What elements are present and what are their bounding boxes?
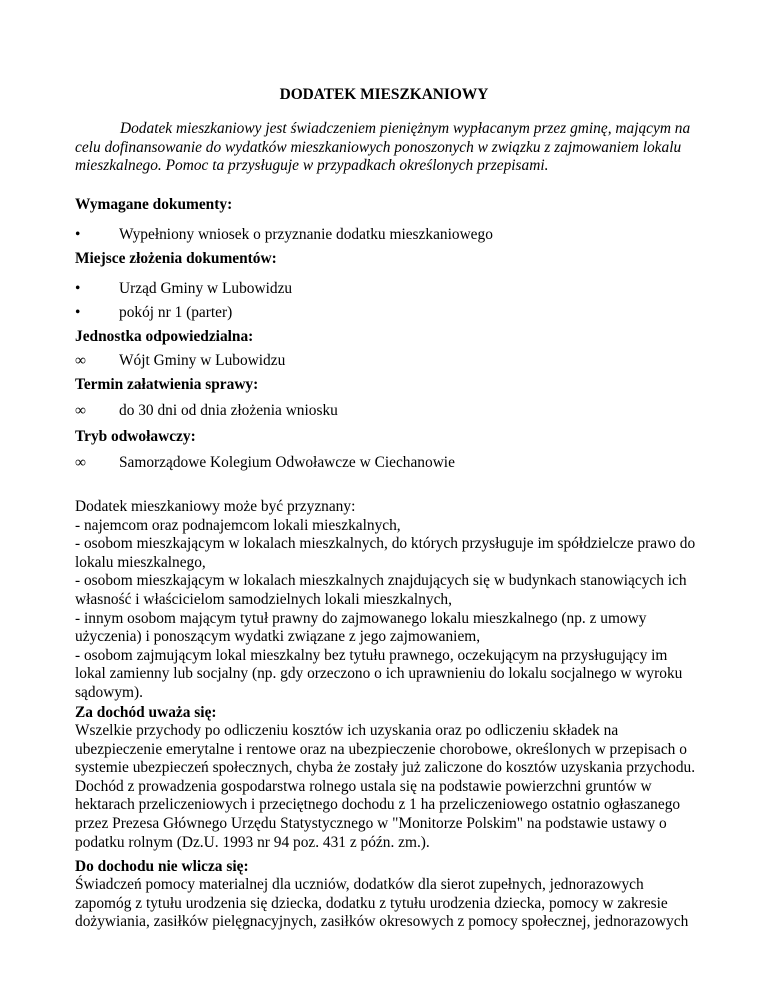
list-item: • Urząd Gminy w Lubowidzu bbox=[75, 280, 293, 297]
bullet-infinity-icon: ∞ bbox=[75, 352, 86, 369]
income-heading: Za dochód uważa się: bbox=[75, 704, 217, 721]
intro-paragraph: Dodatek mieszkaniowy jest świadczeniem pieniężnym wypłacanym przez gminę, mającym na celu dofinansowanie do wydatków mieszkaniowych ponoszonych w związku z zajmowaniem lokalu mieszkalnego. Pomoc ta przysługuje w przypadkach określonych przepisami. bbox=[75, 120, 691, 175]
bullet-dot-icon: • bbox=[75, 304, 81, 321]
list-item: • pokój nr 1 (parter) bbox=[75, 304, 233, 321]
term-heading: Termin załatwienia sprawy: bbox=[75, 376, 259, 393]
bullet-dot-icon: • bbox=[75, 280, 81, 297]
place-heading: Miejsce złożenia dokumentów: bbox=[75, 250, 277, 267]
excluded-heading: Do dochodu nie wlicza się: bbox=[75, 858, 249, 875]
bullet-infinity-icon: ∞ bbox=[75, 454, 86, 471]
list-item: • Wypełniony wniosek o przyznanie dodatku mieszkaniowego bbox=[75, 226, 493, 243]
bullet-infinity-icon: ∞ bbox=[75, 402, 86, 419]
page-title: DODATEK MIESZKANIOWY bbox=[279, 86, 489, 103]
unit-heading: Jednostka odpowiedzialna: bbox=[75, 328, 254, 345]
list-item: ∞ do 30 dni od dnia złożenia wniosku bbox=[75, 402, 338, 419]
list-item: ∞ Samorządowe Kolegium Odwoławcze w Ciechanowie bbox=[75, 454, 455, 471]
list-item: ∞ Wójt Gminy w Lubowidzu bbox=[75, 352, 286, 369]
income-block: Wszelkie przychody po odliczeniu kosztów ich uzyskania oraz po odliczeniu składek na ubezpieczenie emerytalne i rentowe oraz na ubezpieczenie chorobowe, określonych w przepisach o systemie ubezpieczeń społecznych, chyba że zostały już zaliczone do kosztów uzyskania przychodu. Dochód z prowadzenia gospodarstwa rolnego ustala się na podstawie powierzchni gruntów w hektarach przeliczeniowych i przeciętnego dochodu z 1 ha przeliczeniowego ostatnio ogłaszanego przez Prezesa Głównego Urzędu Statystycznego w "Monitorze Polskim" na podstawie ustawy o podatku rolnym (Dz.U. 1993 nr 94 poz. 431 z późn. zm.). bbox=[75, 722, 696, 851]
bullet-dot-icon: • bbox=[75, 226, 81, 243]
excluded-block: Świadczeń pomocy materialnej dla uczniów, dodatków dla sierot zupełnych, jednorazowych zapomóg z tytułu urodzenia się dziecka, dodatku z tytułu urodzenia dziecka, pomocy w zakresie dożywiania, zasiłków pielęgnacyjnych, zasiłków okresowych z pomocy społecznej, jednorazowych bbox=[75, 876, 689, 931]
required-docs-heading: Wymagane dokumenty: bbox=[75, 196, 233, 213]
appeal-heading: Tryb odwoławczy: bbox=[75, 428, 196, 445]
eligibility-block: Dodatek mieszkaniowy może być przyznany: - najemcom oraz podnajemcom lokali mieszkalnych, - osobom mieszkającym w lokalach mieszkalnych, do których przysługuje im spółdzielcze prawo do lokalu mieszkalnego, - osobom mieszkającym w lokalach mieszkalnych znajdujących się w budynkach stanowiących ich własność i właścicielom samodzielnych lokali mieszkalnych, - innym osobom mającym tytuł prawny do zajmowanego lokalu mieszkalnego (np. z umowy użyczenia) i ponoszącym wydatki związane z jego zajmowaniem, - osobom zajmującym lokal mieszkalny bez tytułu prawnego, oczekującym na przysługujący im lokal zamienny lub socjalny (np. gdy orzeczono o ich uprawnieniu do lokalu socjalnego w wyroku sądowym). bbox=[75, 498, 696, 701]
